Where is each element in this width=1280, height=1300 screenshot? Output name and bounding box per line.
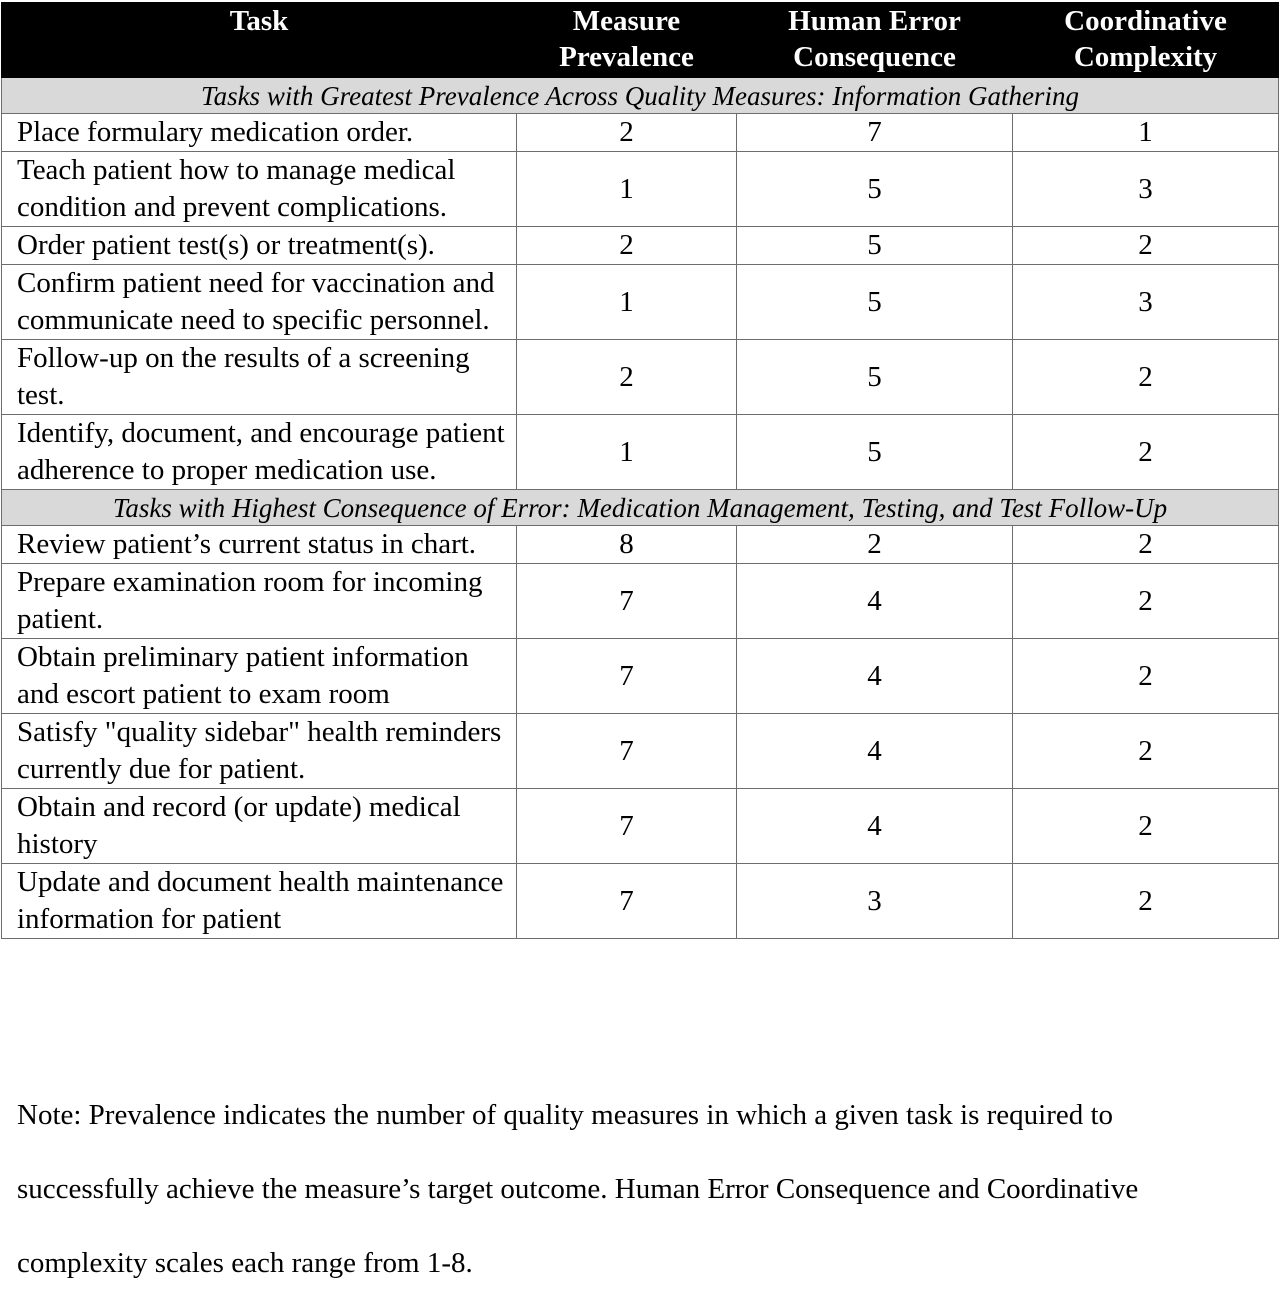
error-consequence-cell: 5 — [737, 415, 1013, 490]
table-row — [2, 789, 1279, 864]
prevalence-cell: 1 — [517, 152, 737, 227]
header-row — [2, 3, 1279, 78]
complexity-cell: 2 — [1013, 639, 1279, 714]
task-cell: Prepare examination room for incoming patient. — [2, 564, 517, 639]
complexity-cell: 2 — [1013, 564, 1279, 639]
error-consequence-cell: 7 — [737, 114, 1013, 152]
error-consequence-cell: 4 — [737, 714, 1013, 789]
table-row — [2, 152, 1279, 227]
section-title: Tasks with Greatest Prevalence Across Quality Measures: Information Gathering — [2, 78, 1279, 114]
error-consequence-cell: 5 — [737, 265, 1013, 340]
prevalence-cell: 7 — [517, 564, 737, 639]
error-consequence-cell: 3 — [737, 864, 1013, 939]
header-task-label: Task — [229, 5, 289, 37]
complexity-cell: 2 — [1013, 864, 1279, 939]
error-consequence-cell: 4 — [737, 564, 1013, 639]
header-task — [2, 3, 517, 78]
header-coordinative-complexity-line2: Complexity — [1073, 41, 1218, 73]
error-consequence-cell: 5 — [737, 340, 1013, 415]
error-consequence-cell: 4 — [737, 789, 1013, 864]
complexity-cell: 2 — [1013, 789, 1279, 864]
table-row — [2, 714, 1279, 789]
header-human-error-consequence-line1: Human Error — [788, 5, 961, 37]
header-coordinative-complexity — [1013, 3, 1279, 78]
task-cell: Teach patient how to manage medical condition and prevent complications. — [2, 152, 517, 227]
complexity-cell: 2 — [1013, 714, 1279, 789]
table-row — [2, 415, 1279, 490]
table-row — [2, 864, 1279, 939]
task-cell: Follow-up on the results of a screening test. — [2, 340, 517, 415]
table-row — [2, 639, 1279, 714]
complexity-cell: 2 — [1013, 415, 1279, 490]
prevalence-cell: 7 — [517, 714, 737, 789]
task-cell: Obtain and record (or update) medical history — [2, 789, 517, 864]
complexity-cell: 3 — [1013, 152, 1279, 227]
prevalence-cell: 7 — [517, 639, 737, 714]
task-cell: Update and document health maintenance information for patient — [2, 864, 517, 939]
error-consequence-cell: 2 — [737, 526, 1013, 564]
table-row — [2, 340, 1279, 415]
task-cell: Review patient’s current status in chart. — [2, 526, 517, 564]
table-row — [2, 114, 1279, 152]
prevalence-cell: 1 — [517, 415, 737, 490]
task-cell: Place formulary medication order. — [2, 114, 517, 152]
error-consequence-cell: 5 — [737, 152, 1013, 227]
task-cell: Satisfy "quality sidebar" health reminders currently due for patient. — [2, 714, 517, 789]
note-line: Note: Prevalence indicates the number of quality measures in which a given task is required to — [17, 1099, 1114, 1131]
prevalence-cell: 7 — [517, 864, 737, 939]
prevalence-cell: 8 — [517, 526, 737, 564]
task-cell: Order patient test(s) or treatment(s). — [2, 227, 517, 265]
error-consequence-cell: 5 — [737, 227, 1013, 265]
header-measure-prevalence-line2: Prevalence — [559, 41, 694, 73]
complexity-cell: 1 — [1013, 114, 1279, 152]
prevalence-cell: 1 — [517, 265, 737, 340]
header-measure-prevalence — [517, 3, 737, 78]
complexity-cell: 2 — [1013, 340, 1279, 415]
prevalence-cell: 2 — [517, 114, 737, 152]
table-row — [2, 526, 1279, 564]
section-title: Tasks with Highest Consequence of Error: Medication Management, Testing, and Test Follow-Up — [2, 490, 1279, 526]
prevalence-cell: 2 — [517, 227, 737, 265]
header-human-error-consequence-line2: Consequence — [793, 41, 956, 73]
task-cell: Confirm patient need for vaccination and communicate need to specific personnel. — [2, 265, 517, 340]
prevalence-cell: 2 — [517, 340, 737, 415]
header-human-error-consequence — [737, 3, 1013, 78]
section-row — [2, 490, 1279, 526]
header-coordinative-complexity-line1: Coordinative — [1064, 5, 1227, 37]
task-cell: Obtain preliminary patient information and escort patient to exam room — [2, 639, 517, 714]
complexity-cell: 2 — [1013, 526, 1279, 564]
prevalence-cell: 7 — [517, 789, 737, 864]
complexity-cell: 3 — [1013, 265, 1279, 340]
task-ratings-table — [1, 2, 1279, 939]
note-line: successfully achieve the measure’s target outcome. Human Error Consequence and Coordinative — [17, 1173, 1139, 1205]
section-row — [2, 78, 1279, 114]
task-cell: Identify, document, and encourage patient adherence to proper medication use. — [2, 415, 517, 490]
table-row — [2, 227, 1279, 265]
complexity-cell: 2 — [1013, 227, 1279, 265]
note-line: complexity scales each range from 1-8. — [17, 1247, 473, 1279]
table-row — [2, 265, 1279, 340]
error-consequence-cell: 4 — [737, 639, 1013, 714]
header-measure-prevalence-line1: Measure — [572, 5, 681, 37]
table-row — [2, 564, 1279, 639]
